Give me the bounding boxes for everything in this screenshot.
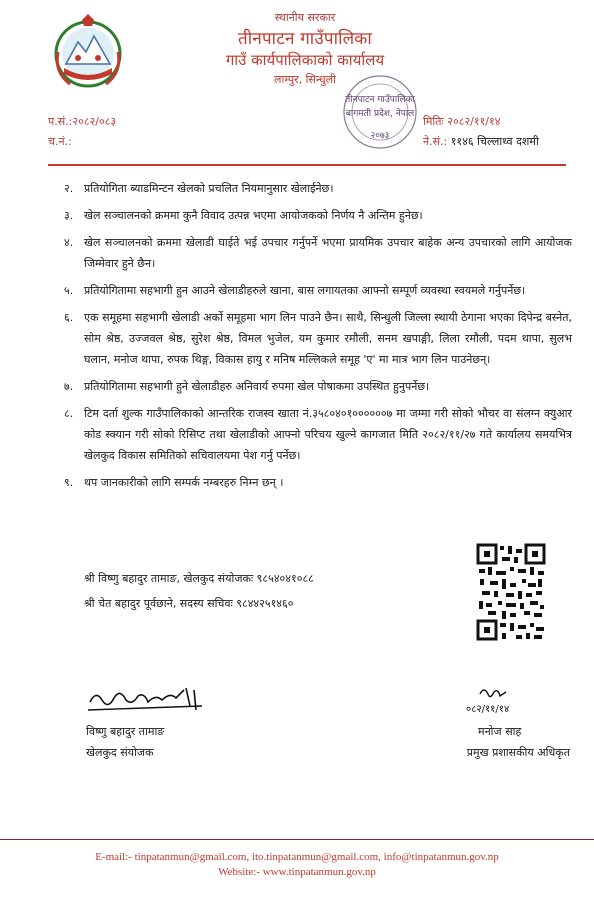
date-label: मितिः [423,115,444,128]
stamp-line1: तीनपाटन गाउँपालिका [345,95,415,105]
signatory-name-right: मनोज साह [478,725,522,738]
list-item [64,205,572,226]
item-number: ४. [64,236,74,249]
chn-row [48,134,116,154]
chn-label: च.नं.: [48,135,72,148]
item-text: टिम दर्ता शुल्क गाउँपालिकाको आन्तरिक राजस्व खाता नं.३५८०४०१००००००७ मा जम्मा गरी सोको भौचर वा संलग्न क्युआर कोड स्क्यान गरी सोको रिसिप्ट तथा खेलाडीको आफ्नो परिचय खुल्ने कागजात मिति २०८२/११/२७ गते कार्यालय समयभित्र खेलकुद विकास समितिको सचिवालयमा पेश गर्नु पर्नेछ। [84,407,572,462]
ns-value: ११४६ चिल्लाथ्व दशमी [450,135,539,148]
office-stamp [338,72,422,152]
contact-list [84,566,314,616]
handwritten-signature-left [86,684,206,718]
item-text: थप जानकारीको लागि सम्पर्क नम्बरहरु निम्न छन् । [84,476,284,489]
date-value: २०८२/११/१४ [447,115,501,128]
signature-block-right [460,684,570,760]
govt-label: स्थानीय सरकार [274,11,336,24]
signature-block-left [86,684,216,760]
list-item [64,307,572,370]
footer-email[interactable]: E-mail:- tinpatanmun@gmail.com, ito.tinpatanmun@gmail.com, info@tinpatanmun.gov.np [95,851,499,863]
contact-line: श्री विष्णु बहादुर तामाङ, खेलकुद संयोजकः ९८५४०४१०८८ [84,572,314,585]
list-item [64,376,572,397]
payment-qr-code[interactable] [476,543,546,641]
stamp-year: २०७३ [370,131,390,141]
item-number: ३. [64,209,74,222]
item-number: २. [64,182,74,195]
ps-value: २०८२/०८३ [72,115,117,128]
item-number: ८. [64,407,74,420]
nepal-emblem-logo [48,12,128,94]
list-item [64,232,572,274]
signatory-name-left: विष्णु बहादुर तामाङ [86,725,165,738]
reference-right [423,114,539,154]
office-name: गाउँ कार्यपालिकाको कार्यालय [225,51,385,69]
item-text: एक समूहमा सहभागी खेलाडी अर्को समूहमा भाग लिन पाउने छैन। साथै, सिन्धुली जिल्ला स्थायी ठेगाना भएका दिपेन्द्र बस्नेत, सोम श्रेष्ठ, उज्जवल श्रेष्ठ, सुरेश श्रेष्ठ, विमल भुजेल, यम कुमार रमौली, सनम खपाङ्गी, लिला रमौली, पदम थापा, सुलभ घलान, मनोज थापा, रुपक थिङ्ग, विकास हायु र मनिष मल्लिकले समूह 'ए' मा मात्र भाग लिन पाउनेछन्। [84,311,572,366]
item-number: ७. [64,380,74,393]
signature-date: ०८२/११/१४ [466,704,510,715]
list-item [64,280,572,301]
item-number: ५. [64,284,74,297]
signatory-role-right: प्रमुख प्रशासकीय अधिकृत [466,746,570,759]
list-item [64,178,572,199]
item-text: प्रतियोगितामा सहभागी हुन आउने खेलाडीहरुले खाना, बास लगायतका आफ्नो सम्पूर्ण व्यवस्था स्वयमले गर्नुपर्नेछ। [84,284,526,297]
footer-website[interactable]: Website:- www.tinpatanmun.gov.np [218,866,376,878]
ns-row [423,134,539,154]
reference-left [48,114,116,154]
item-text: प्रतियोगितामा सहभागी हुने खेलाडीहरु अनिवार्य रुपमा खेल पोषाकमा उपस्थित हुनुपर्नेछ। [84,380,430,393]
list-item [64,403,572,466]
footer-divider [0,839,594,840]
item-number: ६. [64,311,74,324]
date-row [423,114,539,134]
municipality-name: तीनपाटन गाउँपालिका [238,29,372,49]
signatory-role-left: खेलकुद संयोजक [86,746,154,759]
ps-label: प.सं.: [48,115,73,128]
ps-row [48,114,116,134]
stamp-line2: बागमती प्रदेश, नेपाल [345,109,415,119]
contact-line: श्री चेत बहादुर पूर्वछाने, सदस्य सचिवः ९८४४२५१४६० [84,597,294,610]
item-text: खेल सञ्चालनको क्रममा खेलाडी घाईते भई उपचार गर्नुपर्ने भएमा प्रायमिक उपचार बाहेक अन्य उपचारको लागि आयोजक जिम्मेवार हुने छैन। [84,236,572,270]
office-location: लाम्पुर, सिन्धुली [274,73,336,86]
ns-label: ने.सं.: [423,135,448,148]
item-text: प्रतियोगिता ब्याडमिन्टन खेलको प्रचलित नियमानुसार खेलाईनेछ। [84,182,334,195]
footer [0,850,594,880]
handwritten-signature-right [460,684,560,718]
item-number: ९. [64,476,74,489]
list-item [64,472,572,493]
terms-list [64,178,572,499]
header-divider [48,164,566,166]
item-text: खेल सञ्चालनको क्रममा कुनै विवाद उत्पन्न भएमा आयोजकको निर्णय नै अन्तिम हुनेछ। [84,209,423,222]
